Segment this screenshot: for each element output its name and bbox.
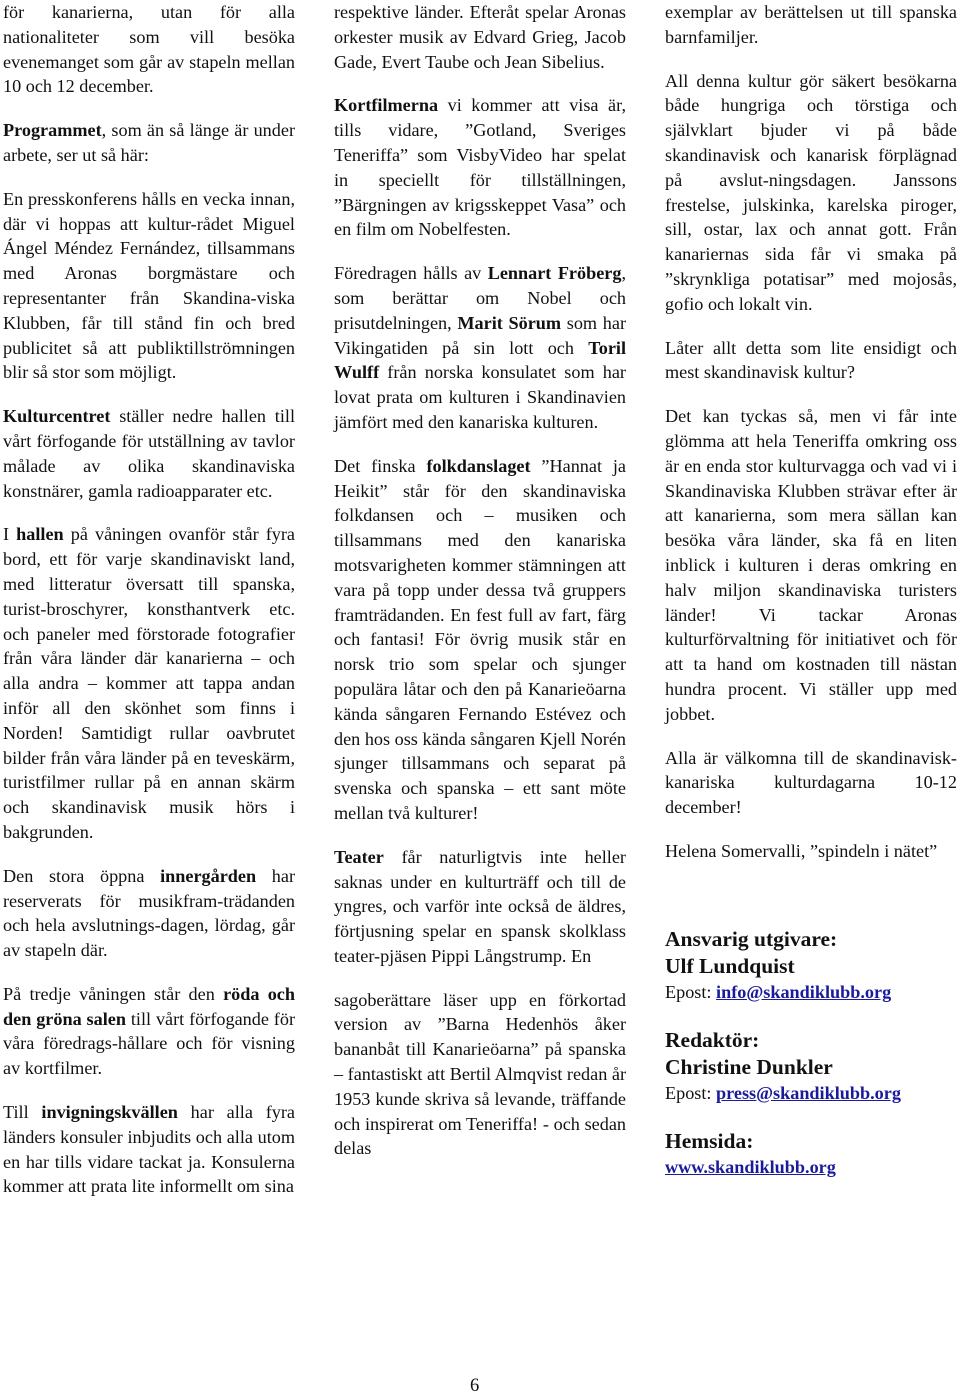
editor-heading: Redaktör: [665, 1027, 760, 1052]
paragraph [665, 839, 957, 864]
bold-text: Kortfilmerna [334, 95, 439, 116]
bold-text: Toril Wulff [334, 337, 626, 383]
text-run: sagoberättare läser upp en förkortad version av ”Barna Hedenhös åker bananbåt till Kanarieöarna” på spanska – fantastiskt att Bertil Almqvist redan år 1953 kunde skriva så levande, träffande och inspirerat om Teneriffa! - och sedan delas [334, 989, 626, 1159]
bold-text: invigningskvällen [41, 1102, 178, 1123]
text-run: En presskonferens hålls en vecka innan, där vi hoppas att kultur-rådet Miguel Ángel Méndez Fernández, tillsammans med Aronas borgmästare och representanter från Skandina-viska Klubben, får till stånd fin och bred publicitet så att publiktillströmningen blir så stor som möjligt. [3, 188, 295, 383]
paragraph [665, 404, 957, 726]
column-3 [665, 0, 957, 1179]
bold-text: folkdanslaget [426, 455, 531, 476]
text-run: från norska konsulatet som har lovat prata om kulturen i Skandinavien jämfört med den kanariska kulturen. [334, 362, 626, 432]
website-heading: Hemsida: [665, 1128, 754, 1153]
editor-email-link[interactable]: press@skandiklubb.org [716, 1082, 901, 1103]
paragraph [665, 69, 957, 317]
bold-text: Programmet [3, 120, 102, 141]
column-1 [3, 0, 295, 1218]
paragraph [3, 982, 295, 1081]
paragraph [3, 1100, 295, 1199]
text-run: Helena Somervalli, ”spindeln i nätet” [665, 840, 938, 861]
publisher-email-line [665, 980, 957, 1004]
paragraph [334, 454, 626, 826]
text-run: Det kan tyckas så, men vi får inte glömma att hela Teneriffa omkring oss är en enda stor kulturvagga och vad vi i Skandinaviska Klubben strävar efter är att kanarierna, som mera sällan kan besöka våra länder, ska få en liten inblick i kulturen i deras omkring en halv miljon skandinaviska turisters länder! Vi tackar Aronas kulturförvaltning för initiativet och för att ta hand om kostnaden till nästan hundra procent. Vi ställer upp med jobbet. [665, 406, 957, 724]
website-link[interactable]: www.skandiklubb.org [665, 1156, 836, 1177]
bold-text: röda och den gröna salen [3, 983, 295, 1029]
column-2 [334, 0, 626, 1180]
editor-email-line [665, 1081, 957, 1105]
bold-text: innergården [160, 865, 257, 886]
text-run: som har Vikingatiden på sin lott och [334, 312, 626, 358]
paragraph [3, 404, 295, 503]
paragraph [334, 0, 626, 74]
paragraph [3, 522, 295, 844]
bold-text: Marit Sörum [457, 312, 562, 333]
bold-text: Lennart Fröberg [487, 263, 622, 284]
text-run: har alla fyra länders konsuler inbjudits och alla utom en har tills vidare tackat ja. Konsulerna kommer att prata lite informellt om sina [3, 1102, 295, 1197]
publisher-email-label: Epost: [665, 981, 717, 1002]
credits-box [665, 926, 957, 1179]
text-run: Låter allt detta som lite ensidigt och mest skandinavisk kultur? [665, 337, 957, 383]
column-3-text [665, 0, 957, 864]
publisher-heading: Ansvarig utgivare: [665, 926, 838, 951]
paragraph [334, 845, 626, 969]
page-number: 6 [470, 1376, 480, 1396]
text-run: på våningen ovanför står fyra bord, ett för varje skandinaviskt land, med litteratur översatt till spanska, turist-broschyrer, konsthantverk etc. och paneler med förstorade fotografier från våra länder där kanarierna – och alla andra – kommer att tappa andan inför all den skönhet som finns i Norden! Samtidigt rullar oavbrutet bilder från våra länder på en teveskärm, turistfilmer rullar på en annan skärm och skandinavisk musik hörs i bakgrunden. [3, 524, 295, 842]
publisher-name: Ulf Lundquist [665, 953, 795, 978]
paragraph [665, 746, 957, 820]
text-run: exemplar av berättelsen ut till spanska barnfamiljer. [665, 2, 957, 47]
text-run: Det finska [334, 455, 427, 476]
text-run: All denna kultur gör säkert besökarna både hungriga och törstiga och självklart bjuder vi på både skandinavisk och kanarisk förplägnad på avslut-ningsdagen. Janssons frestelse, julskinka, karelska piroger, sill, ostar, lax och annat gott. Från kanariernas sida får vi smaka på ”skrynkliga potatisar” med mojosås, gofio och lokalt vin. [665, 70, 957, 314]
paragraph [3, 118, 295, 168]
paragraph [665, 336, 957, 386]
paragraph [3, 864, 295, 963]
text-run: vi kommer att visa är, tills vidare, ”Gotland, Sveriges Teneriffa” som VisbyVideo har spelat in speciellt för tillställningen, ”Bärgningen av krigsskeppet Vasa” och en film om Nobelfesten. [334, 95, 626, 240]
text-run: till vårt förfogande för våra föredrags-hållare och för visning av kortfilmer. [3, 1008, 295, 1079]
editor-name: Christine Dunkler [665, 1054, 833, 1079]
text-run: ställer nedre hallen till vårt förfogande för utställning av tavlor målade av olika skandinaviska konstnärer, gamla radioapparater etc. [3, 406, 295, 501]
paragraph [3, 0, 295, 99]
paragraph [3, 187, 295, 385]
paragraph [334, 988, 626, 1162]
text-run: På tredje våningen står den [3, 983, 224, 1004]
paragraph [665, 0, 957, 50]
text-run: Till [3, 1102, 42, 1123]
text-run: för kanarierna, utan för alla nationaliteter som vill besöka evenemanget som går av stapeln mellan 10 och 12 december. [3, 2, 295, 97]
text-run: , som berättar om Nobel och prisutdelningen, [334, 263, 626, 333]
bold-text: Kulturcentret [3, 406, 111, 427]
website-line [665, 1155, 957, 1179]
text-run: får naturligtvis inte heller saknas under en kulturträff och till de yngres, och varför inte också de äldres, förtjusning spelar en spansk skolklass teater-pjäsen Pippi Långstrump. En [334, 846, 626, 966]
bold-text: Teater [334, 846, 384, 867]
text-run: Den stora öppna [3, 865, 161, 886]
text-run: I [3, 524, 17, 545]
editor-email-label: Epost: [665, 1082, 717, 1103]
publisher-email-link[interactable]: info@skandiklubb.org [716, 981, 892, 1002]
bold-text: hallen [16, 524, 64, 545]
text-run: har reserverats för musikfram-trädanden och hela avslutnings-dagen, lördag, går av stapeln där. [3, 865, 295, 961]
text-run: ”Hannat ja Heikit” står för den skandinaviska folkdansen och – musiken och tillsammans med den kanariska motsvarigheten kommer stämningen att vara på topp under dessa två gruppers framträdanden. En fest full av fart, färg och fantasi! För övrig musik står en norsk trio som spelar och sjunger populära låtar och den på Kanarieöarna kända sångaren Fernando Estévez och den hos oss kända sångaren Kjell Norén sjunger tillsammans och separat på svenska och spanska – ett sant möte mellan två kulturer! [334, 455, 626, 823]
text-run: Föredragen hålls av [334, 263, 488, 284]
paragraph [334, 261, 626, 435]
text-run: , som än så länge är under arbete, ser ut så här: [3, 120, 295, 165]
text-run: Alla är välkomna till de skandinavisk-kanariska kulturdagarna 10-12 december! [665, 747, 957, 818]
text-run: respektive länder. Efteråt spelar Aronas orkester musik av Edvard Grieg, Jacob Gade, Evert Taube och Jean Sibelius. [334, 2, 626, 72]
paragraph [334, 93, 626, 242]
